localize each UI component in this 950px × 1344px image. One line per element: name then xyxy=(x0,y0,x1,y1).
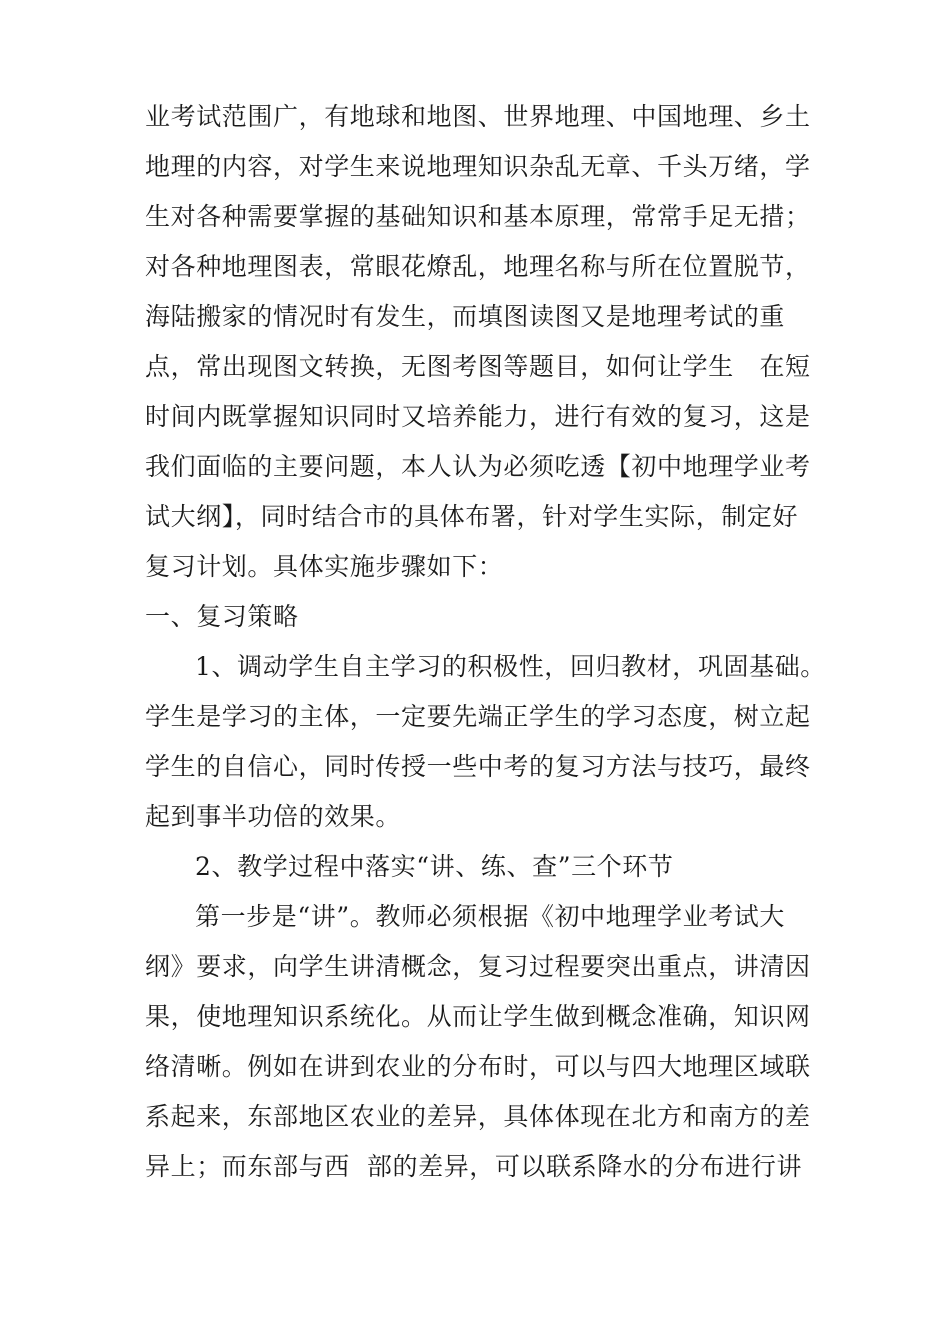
text-line: 复习计划。具体实施步骤如下： xyxy=(145,552,504,581)
text-line: 果，使地理知识系统化。从而让学生做到概念准确，知识网 xyxy=(145,1002,811,1031)
text-line: 点，常出现图文转换，无图考图等题目，如何让学生 在短 xyxy=(145,352,811,381)
text-line: 纲》要求，向学生讲清概念，复习过程要突出重点，讲清因 xyxy=(145,952,811,981)
text-line: 我们面临的主要问题，本人认为必须吃透【初中地理学业考 xyxy=(145,452,811,481)
text-line: 异上；而东部与西 部的差异，可以联系降水的分布进行讲 xyxy=(145,1152,803,1181)
text-line: 学生的自信心，同时传授一些中考的复习方法与技巧，最终 xyxy=(145,752,811,781)
text-line: 学生是学习的主体，一定要先端正学生的学习态度，树立起 xyxy=(145,702,811,731)
numbered-item: 1、调动学生自主学习的积极性，回归教材，巩固基础。 xyxy=(195,652,826,681)
section-heading: 一、复习策略 xyxy=(145,602,299,631)
text-line: 时间内既掌握知识同时又培养能力，进行有效的复习，这是 xyxy=(145,402,811,431)
text-line: 生对各种需要掌握的基础知识和基本原理，常常手足无措； xyxy=(145,202,811,231)
numbered-item: 2、教学过程中落实“讲、练、查”三个环节 xyxy=(195,852,674,881)
text-line: 海陆搬家的情况时有发生，而填图读图又是地理考试的重 xyxy=(145,302,786,331)
text-line: 系起来，东部地区农业的差异，具体体现在北方和南方的差 xyxy=(145,1102,811,1131)
text-line: 试大纲】，同时结合市的具体布署，针对学生实际，制定好 xyxy=(145,502,799,531)
text-line: 地理的内容，对学生来说地理知识杂乱无章、千头万绪，学 xyxy=(145,152,811,181)
text-line: 络清晰。例如在讲到农业的分布时，可以与四大地理区域联 xyxy=(145,1052,811,1081)
text-line: 对各种地理图表，常眼花燎乱，地理名称与所在位置脱节， xyxy=(145,252,811,281)
text-line: 起到事半功倍的效果。 xyxy=(145,802,402,831)
text-line: 业考试范围广，有地球和地图、世界地理、中国地理、乡土 xyxy=(145,102,811,131)
paragraph-start: 第一步是“讲”。教师必须根据《初中地理学业考试大 xyxy=(195,902,785,931)
